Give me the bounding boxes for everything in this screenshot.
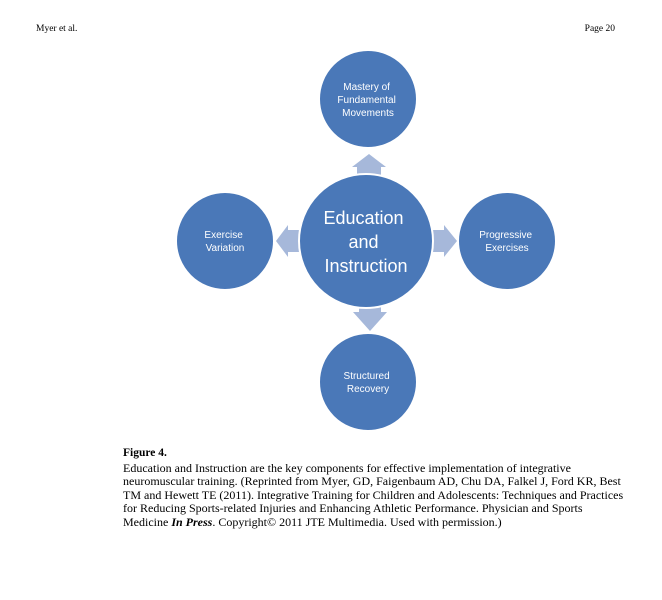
arrow-right: [432, 225, 457, 257]
node-bottom: [319, 333, 417, 431]
node-center-label: Education and Instruction: [323, 208, 408, 276]
page-number: Page 20: [584, 24, 615, 34]
figure-title: Figure 4.: [123, 447, 167, 459]
caption-text-part-2: . Copyright© 2011 JTE Multimedia. Used with permission.): [212, 514, 502, 529]
node-right: [458, 192, 556, 290]
arrow-left: [276, 225, 300, 257]
node-left: [176, 192, 274, 290]
node-top-label: Mastery of Fundamental Movements: [337, 82, 396, 119]
node-left-label: Exercise Variation: [204, 230, 245, 254]
figure-caption-text: [123, 462, 628, 530]
figure-caption: [123, 447, 628, 529]
node-bottom-label: Structured Recovery: [343, 371, 390, 395]
caption-text-part-1: Education and Instruction are the key components for effective implementation of integrative neuromuscular training. (Reprinted from Myer, GD, Faigenbaum AD, Chu DA, Falkel J, Ford KR, Best TM and Hewett TE (2011). Integrative Training for Children and Adolescents: Techniques and Practices for Reducing Sports-related Injuries and Enhancing Athletic Performance. Physician and Sports Medicine: [123, 460, 624, 529]
caption-in-press: In Press: [171, 514, 213, 529]
node-right-label: Progressive Exercises: [479, 230, 533, 254]
running-header-authors: Myer et al.: [36, 24, 78, 34]
